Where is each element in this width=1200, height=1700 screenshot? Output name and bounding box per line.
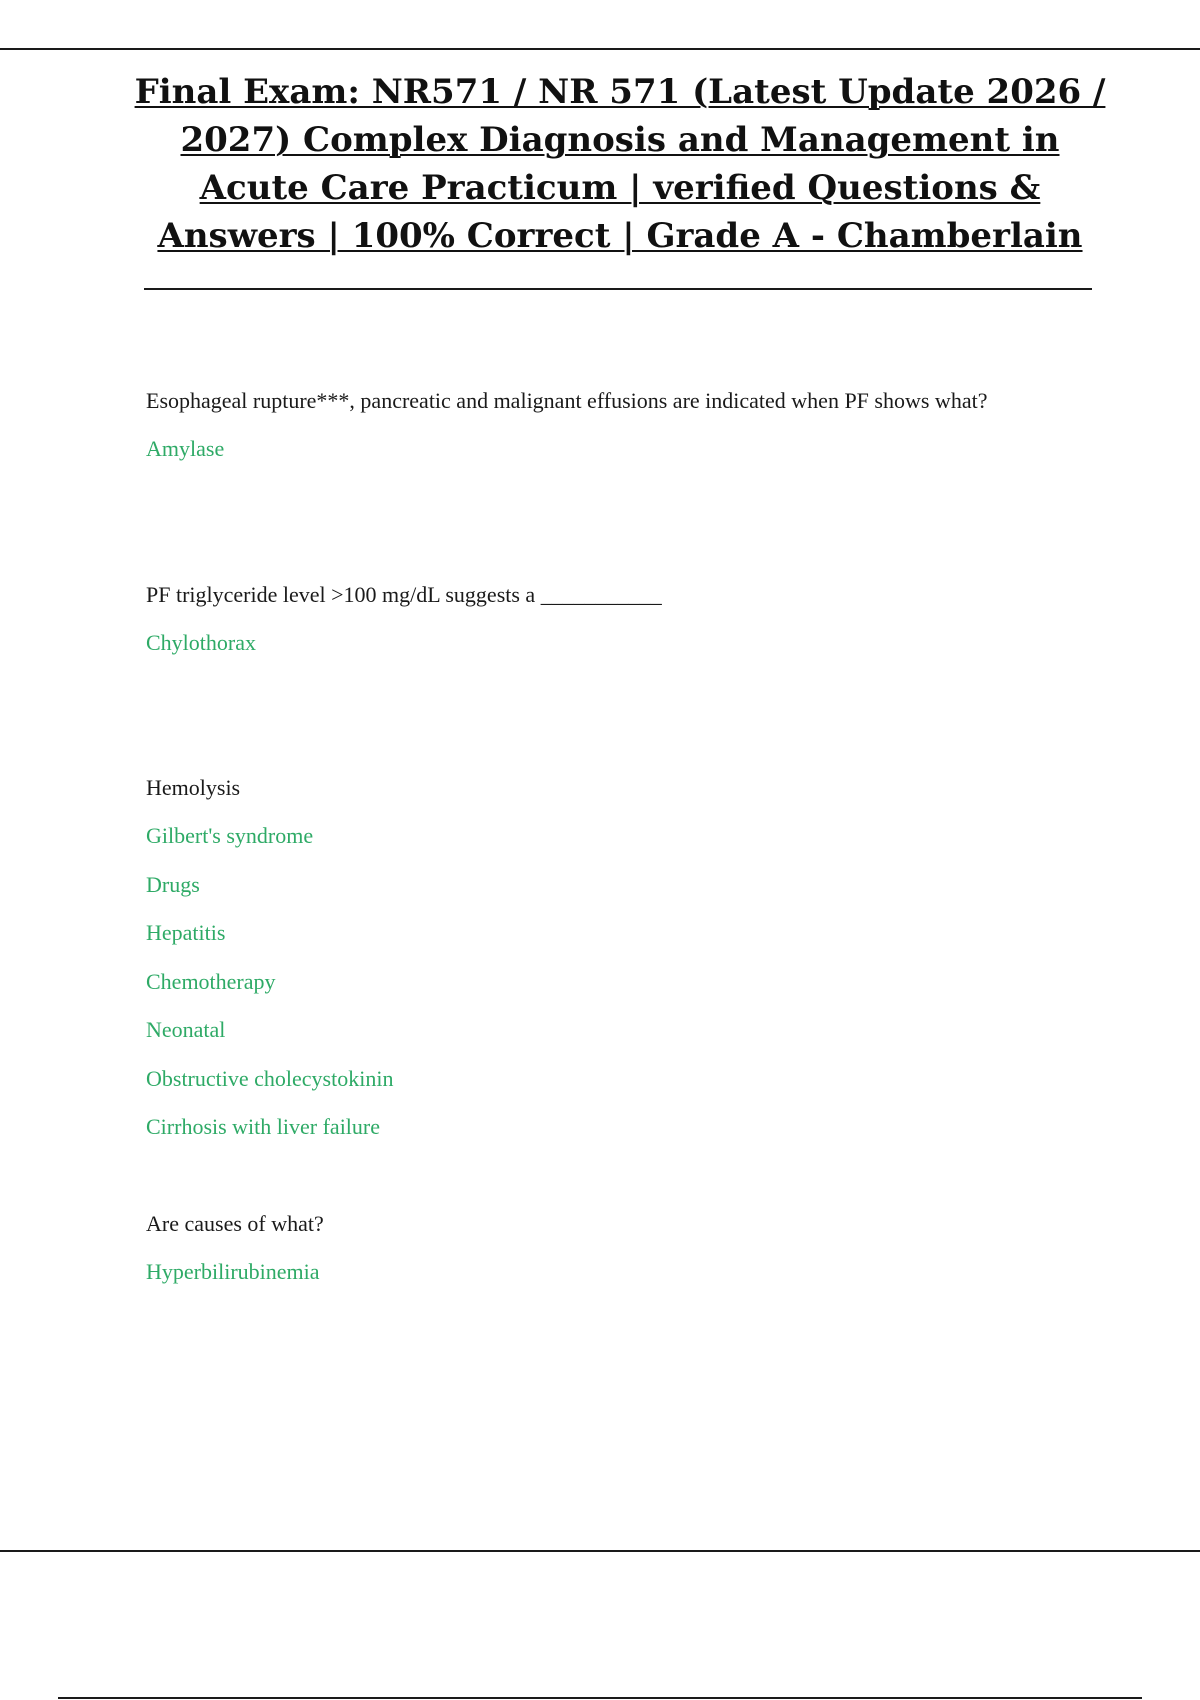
question-text: Esophageal rupture***, pancreatic and malignant effusions are indicated when PF shows what? [146, 388, 988, 413]
footer-divider [0, 1550, 1200, 1552]
question-text: Are causes of what? [146, 1211, 324, 1236]
question-text: PF triglyceride level >100 mg/dL suggests a ___________ [146, 582, 662, 607]
answer-list-item: Neonatal [146, 1017, 226, 1042]
answer-list-item: Hepatitis [146, 920, 226, 945]
answer-list-item: Obstructive cholecystokinin [146, 1065, 394, 1091]
qa-item [146, 1209, 1146, 1287]
top-divider [0, 48, 1200, 50]
qa-item [146, 580, 1146, 658]
answer-text: Hyperbilirubinemia [146, 1259, 320, 1284]
bottom-divider [58, 1697, 1142, 1699]
answer-list-item: Chemotherapy [146, 968, 276, 994]
answer-text: Chylothorax [146, 630, 256, 655]
answer-text: Amylase [146, 436, 225, 461]
qa-item [146, 773, 1146, 1142]
answer-list-item: Cirrhosis with liver failure [146, 1114, 381, 1139]
document-title: Final Exam: NR571 / NR 571 (Latest Update 2026 / 2027) Complex Diagnosis and Management in Acute Care Practicum | verified Questions & Answers | 100% Correct | Grade A - Chamberlain [134, 72, 1106, 256]
question-text: Hemolysis [146, 775, 241, 800]
answer-list-item: Gilbert's syndrome [146, 823, 314, 848]
title-divider [144, 288, 1092, 290]
qa-item [146, 386, 1146, 464]
answer-list-item: Drugs [146, 871, 200, 897]
answer-list [146, 821, 1146, 1142]
